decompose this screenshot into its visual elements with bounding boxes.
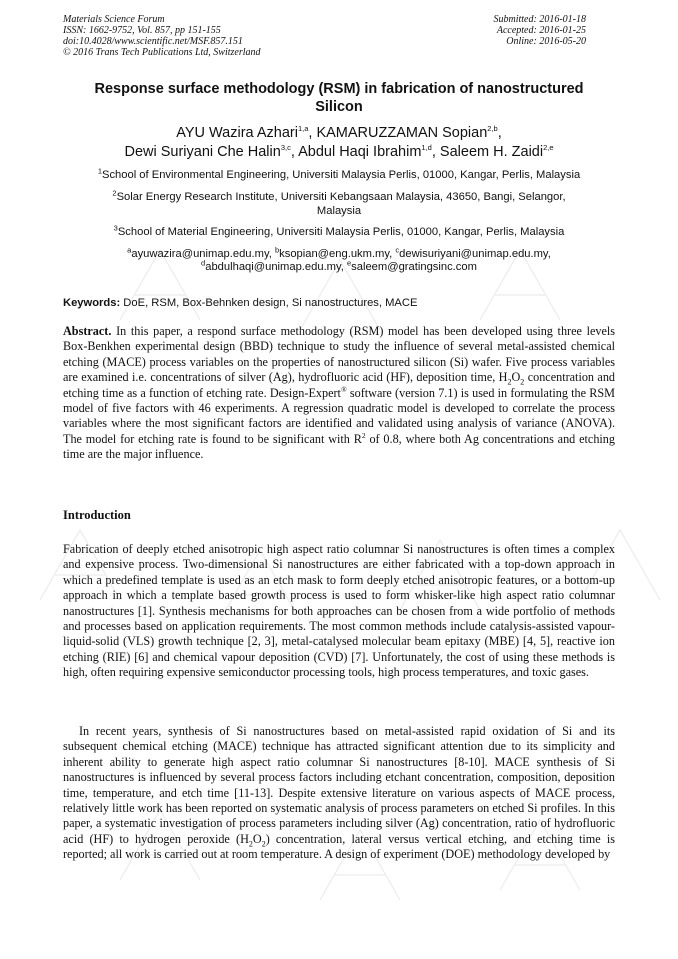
affiliation-number: 2 — [112, 188, 117, 198]
abstract-text: of 0.8, where both Ag concentrations and etching time are the major influence. — [63, 431, 615, 462]
email-link[interactable]: saleem@gratingsinc.com — [351, 261, 477, 273]
author-list: AYU Wazira Azhari$^{1,a}$, KAMARUZZAMAN Sopian$^{2,b}$, Dewi Suriyani Che Halin$^{3,c}$, Abdul Haqi Ibrahim$^{1,d}$, Saleem H. Zaidi$^{2,e}$ — [124, 124, 554, 160]
affiliation-1 — [63, 168, 615, 182]
subscript: 2 — [507, 377, 512, 387]
abstract-text: concentration and etching time as a function of etching rate. Design-Expert — [63, 370, 616, 400]
keywords-text: DoE, RSM, Box-Behnken design, Si nanostructures, MACE — [120, 297, 418, 309]
journal-header-left — [63, 14, 261, 58]
email-link[interactable]: ksopian@eng.ukm.my, — [279, 248, 393, 260]
author-affil-mark: 3,c — [280, 143, 291, 153]
author-affil-mark: 2,e — [543, 143, 554, 153]
accepted-date: Accepted: 2016-01-25 — [496, 25, 586, 36]
journal-header-right — [494, 14, 587, 47]
affiliation-2 — [63, 190, 615, 218]
abstract — [63, 324, 615, 463]
paragraph-text: O — [252, 831, 262, 846]
author-name: KAMARUZZAMAN Sopian — [316, 125, 488, 141]
submitted-date: Submitted: 2016-01-18 — [493, 14, 586, 25]
author-affil-mark: 1,a — [297, 124, 309, 134]
journal-name: Materials Science Forum — [63, 14, 165, 25]
subscript: 2 — [261, 839, 266, 849]
section-heading-introduction: Introduction — [63, 508, 131, 522]
intro-paragraph-1: Fabrication of deeply etched anisotropic high aspect ratio columnar Si nanostructures is often times a complex and expensive process. Two-dimensional Si nanostructures are either fabricated with a top-down approach in which a predefined template is used as an etch mask to form deeply etched anisotropic features, or a bottom-up approach in which a template based growth process is used to form whisker-like high aspect ratio columnar nanostructures [1]. Synthesis mechanisms for both approaches can be chosen from a wide portfolio of methods and processes based on application requirements. The most common methods include catalysis-assisted vapour-liquid-solid (VLS) growth technique [2, 3], metal-catalysed molecular beam epitaxy (MBE) [4, 5], reactive ion etching (RIE) [6] and chemical vapour deposition (CVD) [7]. Unfortunately, the cost of using these methods is high, often requiring expensive semiconductor processing tools, high process temperatures, and toxic gases. — [63, 542, 615, 680]
affiliation-number: 1 — [97, 166, 102, 176]
keywords-label: Keywords: — [63, 297, 121, 309]
journal-issn: ISSN: 1662-9752, Vol. 857, pp 151-155 — [63, 25, 221, 36]
author-affil-mark: 2,b — [487, 124, 498, 134]
title-line-1: Response surface methodology (RSM) in fabrication of nanostructured — [94, 81, 584, 97]
paragraph-text: In recent years, synthesis of Si nanostructures based on metal-assisted rapid oxidation of Si and its subsequent chemical etching (MACE) technique has attracted significant attention due to its simplicity and inherent ability to generate high aspect ratio columnar Si nanostructures [8-10]. MACE synthesis of Si nanostructures is influenced by several process factors including etchant concentration, composition, deposition time, temperature, and etch time [11-13]. Despite extensive literature on various aspects of MACE process, relatively little work has been reported on systematic analysis of process parameters on etched Si profiles. In this paper, a systematic investigation of process parameters including silver (Ag) concentration, ratio of hydrofluoric acid (HF) to hydrogen peroxide (H — [63, 724, 615, 846]
superscript: 2 — [361, 430, 366, 440]
affiliation-text: School of Material Engineering, Universiti Malaysia Perlis, 01000, Kangar, Perlis, Malaysia — [117, 226, 565, 238]
affiliation-3 — [63, 225, 615, 239]
subscript: 2 — [520, 377, 525, 387]
keywords — [63, 296, 615, 310]
abstract-label: Abstract. — [63, 324, 112, 338]
email-link[interactable]: ayuwazira@unimap.edu.my, — [131, 248, 272, 260]
abstract-text: software (version 7.1) is used in formulating the RSM model of five factors with 46 experiments. A regression quadratic model is developed to correlate the process variables where the most significant factors are identified and validated using analysis of variance (ANOVA). The model for etching rate is found to be significant with R — [63, 385, 615, 446]
paper-title — [58, 80, 620, 116]
title-line-2: Silicon — [315, 99, 363, 115]
affiliation-text: School of Environmental Engineering, Universiti Malaysia Perlis, 01000, Kangar, Perlis, Malaysia — [101, 169, 581, 181]
journal-copyright: © 2016 Trans Tech Publications Ltd, Switzerland — [63, 47, 261, 58]
abstract-text: In this paper, a respond surface methodology (RSM) model has been developed using three levels Box-Benkhen experimental design (BBD) technique to study the influence of several metal-assisted chemical etching (MACE) process variables on the properties of nanostructured silicon (Si) wafer. Five process variables are examined i.e. concentrations of silver (Ag), hydrofluoric acid (HF), deposition time, H — [63, 324, 615, 385]
author-emails: $^a$ayuwazira@unimap.edu.my, $^b$ksopian@eng.ukm.my, $^c$dewisuriyani@unimap.edu.my, $^d$abdulhaqi@unimap.edu.my, $^e$saleem@gratingsinc.com — [127, 245, 551, 273]
intro-paragraph-2 — [63, 724, 615, 863]
author-name: Saleem H. Zaidi — [439, 144, 544, 160]
author-name: Dewi Suriyani Che Halin — [124, 144, 281, 160]
abstract-text: O — [511, 370, 521, 385]
online-date: Online: 2016-05-20 — [506, 36, 586, 47]
author-name: Abdul Haqi Ibrahim — [298, 144, 422, 160]
author-affil-mark: 1,d — [421, 143, 432, 153]
author-name: AYU Wazira Azhari — [176, 125, 298, 141]
subscript: 2 — [248, 839, 253, 849]
email-link[interactable]: dewisuriyani@unimap.edu.my, — [399, 248, 551, 260]
email-link[interactable]: abdulhaqi@unimap.edu.my, — [205, 261, 344, 273]
affiliation-text: Solar Energy Research Institute, Universiti Kebangsaan Malaysia, 43650, Bangi, Selangor, Malaysia — [116, 191, 566, 217]
affiliation-number: 3 — [113, 223, 118, 233]
journal-doi: doi:10.4028/www.scientific.net/MSF.857.151 — [63, 36, 243, 47]
paragraph-text: ) concentration, lateral versus vertical etching, and etching time is reported; all work is carried out at room temperature. A design of experiment (DOE) methodology developed by — [63, 831, 615, 862]
registered-mark: ® — [340, 384, 347, 394]
